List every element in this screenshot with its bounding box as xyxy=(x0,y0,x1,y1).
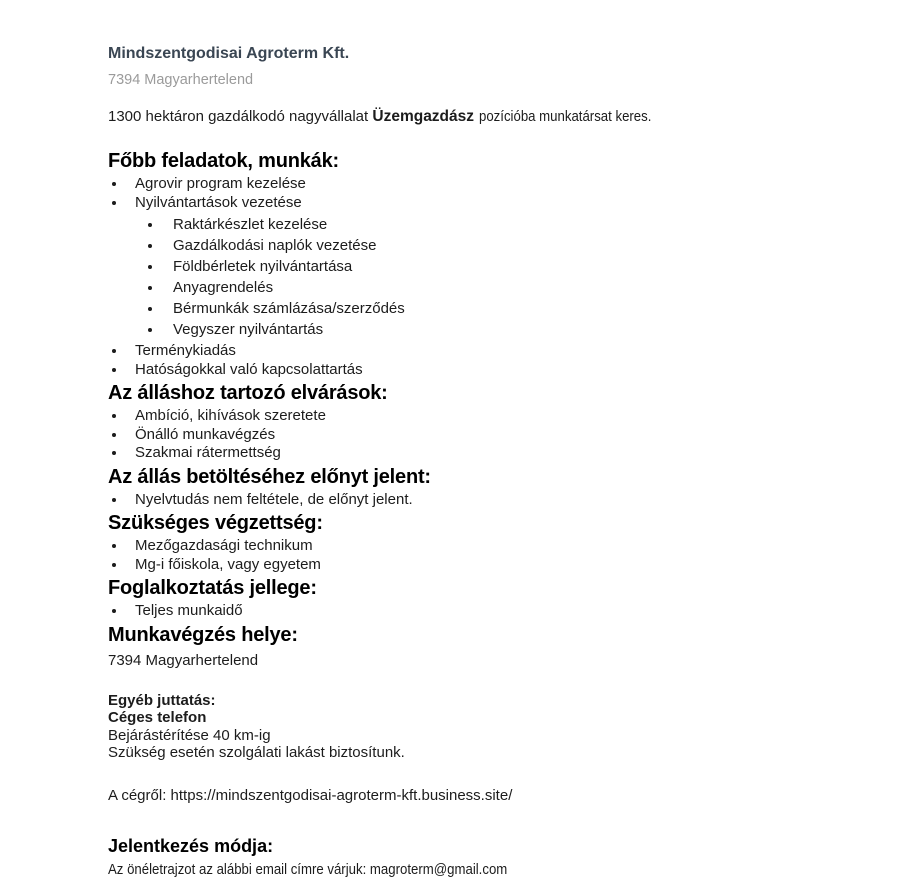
tasks-list xyxy=(108,175,838,379)
intro-paragraph xyxy=(108,107,838,127)
list-item: • Gazdálkodási naplók vezetése xyxy=(163,235,838,256)
benefits-highlight: Céges telefon xyxy=(108,709,207,726)
list-item: • Önálló munkavégzés xyxy=(127,426,838,445)
application-instruction: Az önéletrajzot az alábbi email címre várjuk: xyxy=(108,860,370,878)
list-item: • Teljes munkaidő xyxy=(127,602,838,621)
work-location-value: 7394 Magyarhertelend xyxy=(108,651,259,669)
list-item: • Anyagrendelés xyxy=(163,277,838,298)
list-item: • Agrovir program kezelése xyxy=(127,175,838,194)
education-list xyxy=(108,537,838,574)
list-item: • Vegyszer nyilvántartás xyxy=(163,319,838,340)
intro-lead: 1300 hektáron gazdálkodó nagyvállalat xyxy=(108,108,373,125)
company-url: https://mindszentgodisai-agroterm-kft.business.site/ xyxy=(170,786,513,804)
list-item: • Nyelvtudás nem feltétele, de előnyt jelent. xyxy=(127,491,838,510)
list-item: • Terménykiadás xyxy=(127,342,838,361)
tasks-sublist xyxy=(127,214,838,340)
about-label: A cégről: xyxy=(108,786,171,804)
section-title-advantages: Az állás betöltéséhez előnyt jelent: xyxy=(108,465,431,488)
section-title-employment: Foglalkoztatás jellege: xyxy=(108,577,317,599)
about-company-line xyxy=(108,786,838,805)
application-instruction-wrap xyxy=(108,860,507,879)
advantages-list xyxy=(108,491,838,510)
list-item: • Mezőgazdasági technikum xyxy=(127,537,838,556)
section-title-education: Szükséges végzettség: xyxy=(108,512,323,534)
company-name: Mindszentgodisai Agroterm Kft. xyxy=(108,45,350,62)
section-title-work-location: Munkavégzés helye: xyxy=(108,623,298,646)
section-title-application: Jelentkezés módja: xyxy=(108,835,274,856)
position-name: Üzemgazdász xyxy=(372,108,475,125)
section-title-tasks: Főbb feladatok, munkák: xyxy=(108,150,339,172)
intro-tail: pozícióba munkatársat keres. xyxy=(479,108,652,125)
list-item: • Mg-i főiskola, vagy egyetem xyxy=(127,556,838,575)
list-item: • Hatóságokkal való kapcsolattartás xyxy=(127,361,838,380)
list-item: • Földbérletek nyilvántartása xyxy=(163,256,838,277)
application-email: magroterm@gmail.com xyxy=(369,860,508,878)
section-title-expectations: Az álláshoz tartozó elvárások: xyxy=(108,382,388,404)
list-item: • Ambíció, kihívások szeretete xyxy=(127,407,838,426)
list-item: • Nyilvántartások vezetése xyxy=(127,194,838,213)
list-item: • Raktárkészlet kezelése xyxy=(163,214,838,235)
document-content xyxy=(108,44,838,879)
application-instruction-line xyxy=(108,860,838,879)
benefits-block xyxy=(108,692,838,762)
expectations-list xyxy=(108,407,838,463)
company-location: 7394 Magyarhertelend xyxy=(108,72,254,88)
benefits-title: Egyéb juttatás: xyxy=(108,691,216,709)
benefits-line: Bejárástérítése 40 km-ig xyxy=(108,726,271,744)
employment-list xyxy=(108,602,838,621)
list-item: • Bérmunkák számlázása/szerződés xyxy=(163,298,838,319)
list-item: • Szakmai rátermettség xyxy=(127,444,838,463)
benefits-line: Szükség esetén szolgálati lakást biztosítunk. xyxy=(108,744,405,761)
